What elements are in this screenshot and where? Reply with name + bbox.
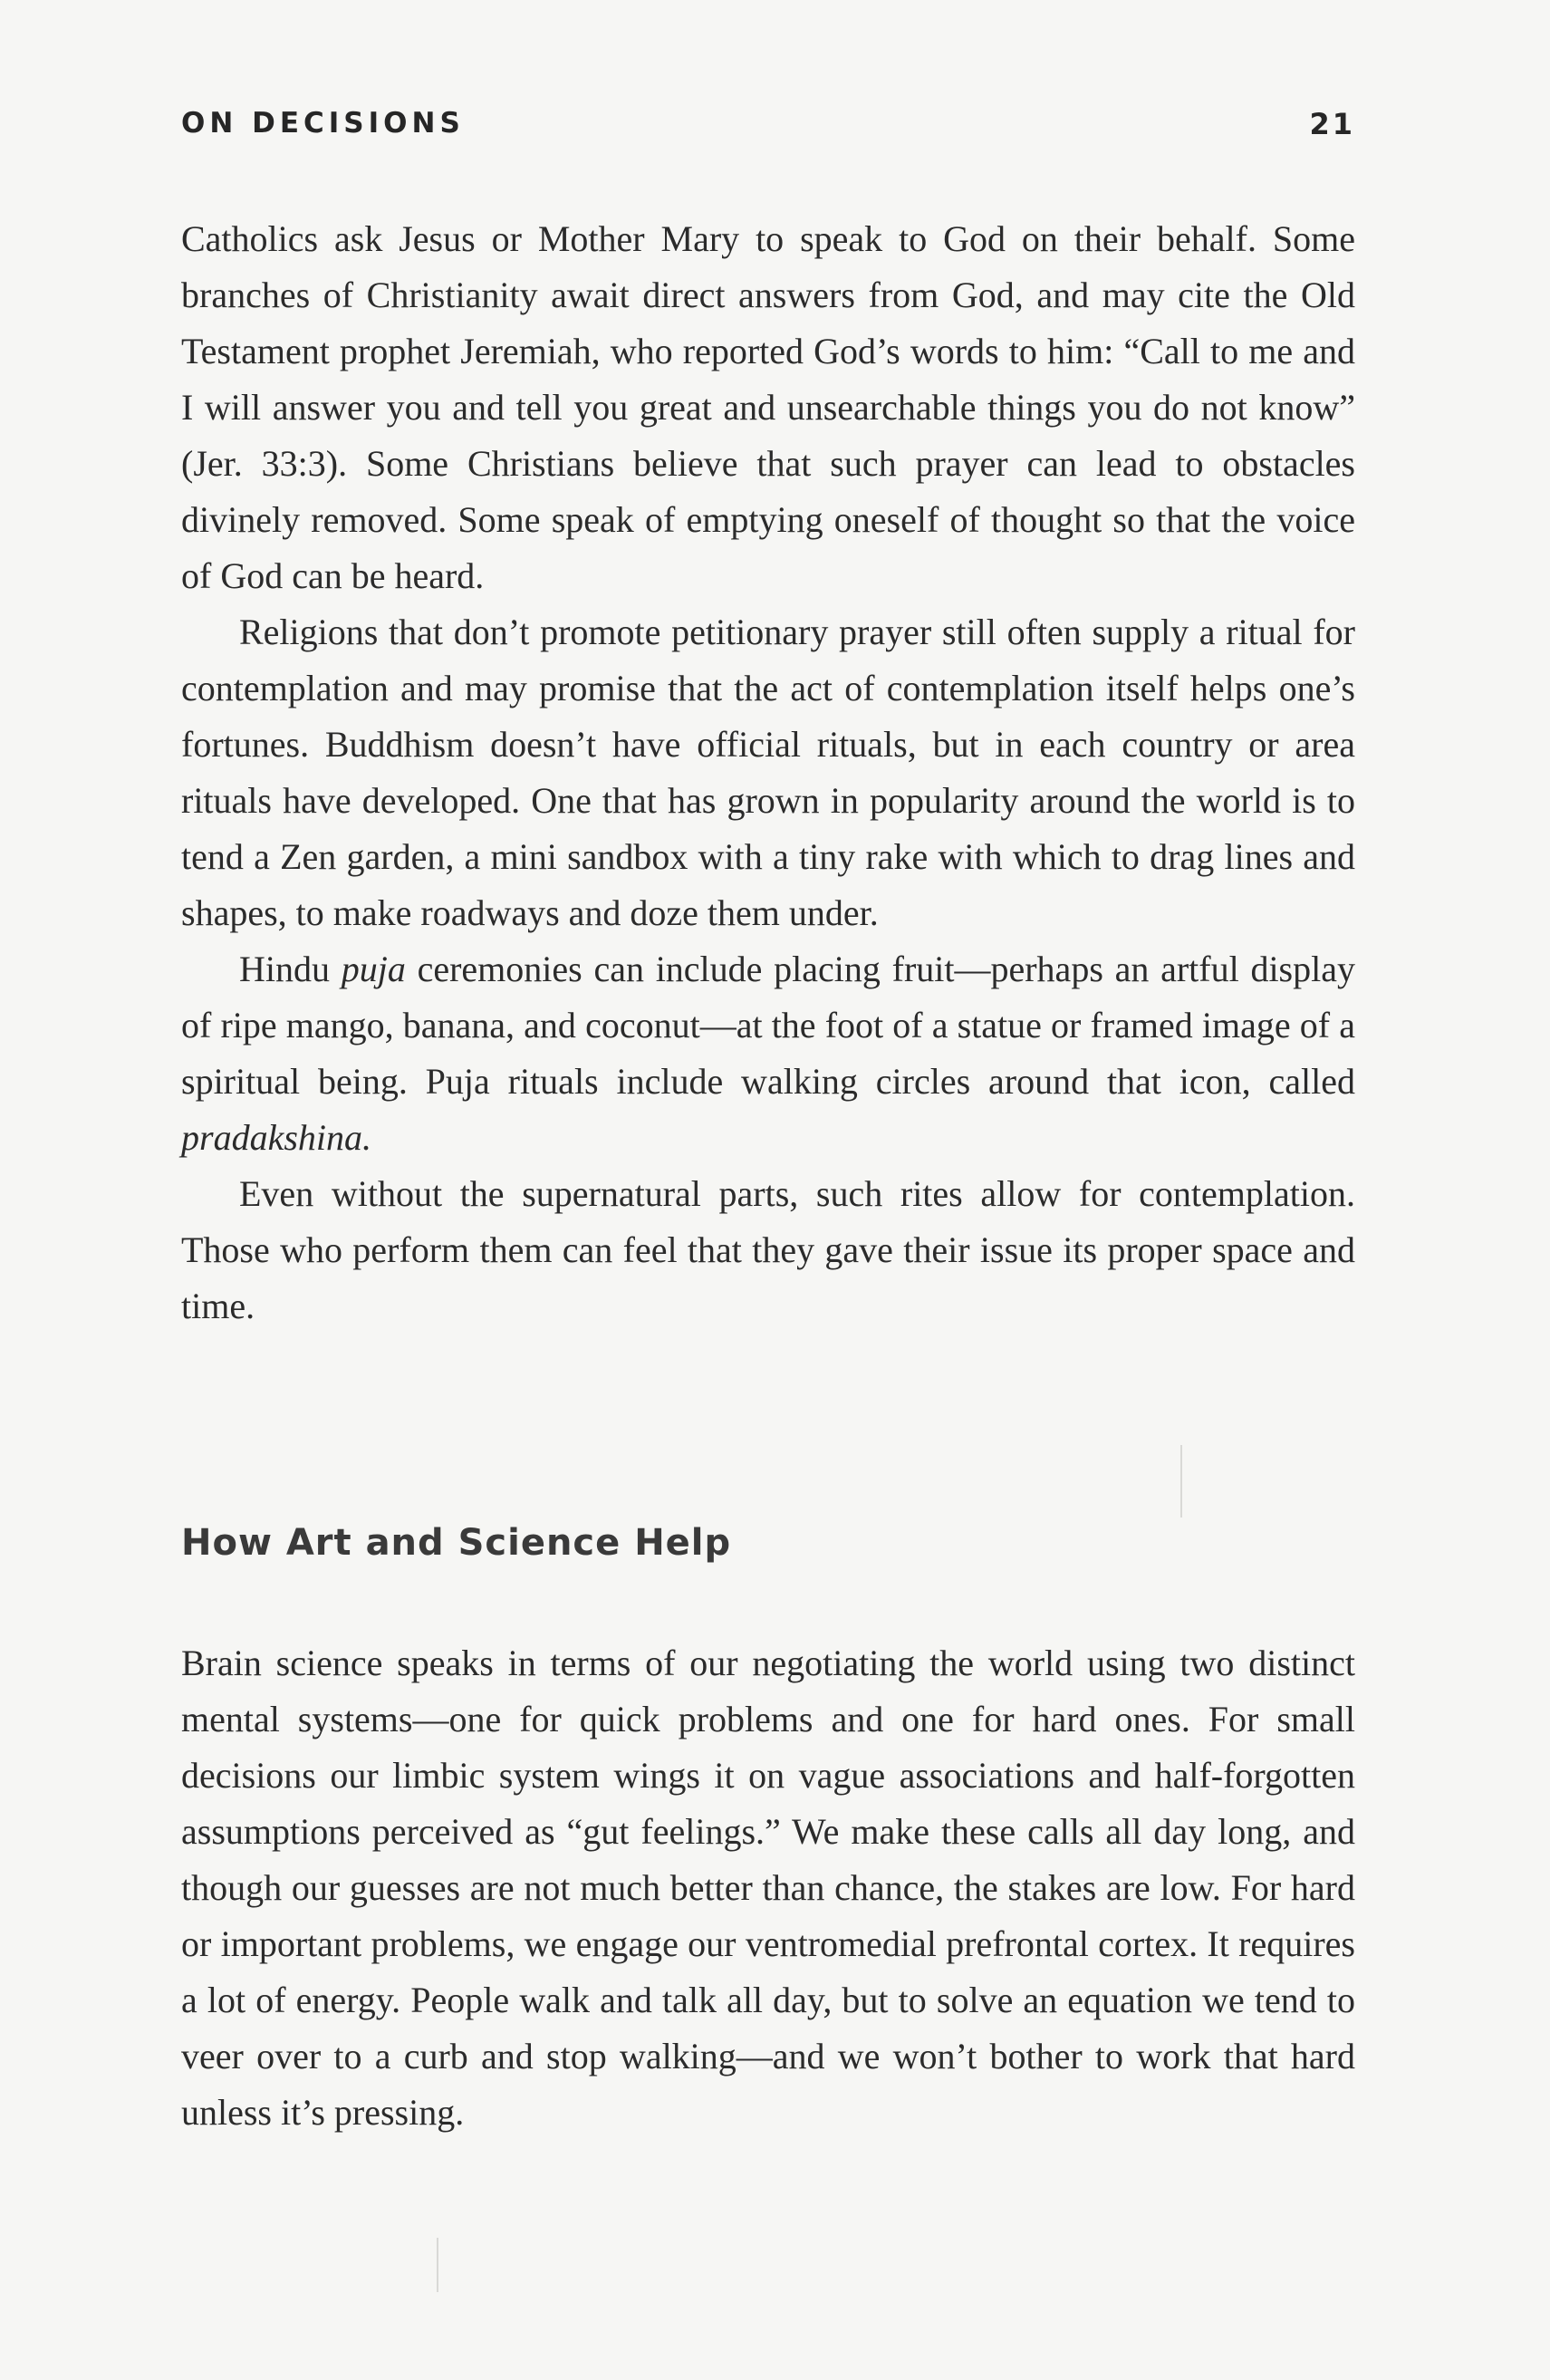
paragraph-catholics: Catholics ask Jesus or Mother Mary to speak to God on their behalf. Some branches of Christianity await direct answers from God, and may cite the Old Testament prophet Jeremiah, who reported God’s words to him: “Call to me and I will answer you and tell you great and unsearchable things you do not know” (Jer. 33:3). Some Christians believe that such prayer can lead to obstacles divinely removed. Some speak of emptying oneself of thought so that the voice of God can be heard. [181,218,1355,596]
scan-crease-mark [437,2238,438,2292]
paragraph-hindu-puja [181,941,1355,1166]
paragraph-brain-science: Brain science speaks in terms of our negotiating the world using two distinct mental systems—one for quick problems and one for hard ones. For small decisions our limbic system wings it on vague associations and half-forgotten assumptions perceived as “gut feelings.” We make these calls all day long, and though our guesses are not much better than chance, the stakes are low. For hard or important problems, we engage our ventromedial prefrontal cortex. It requires a lot of energy. People walk and talk all day, but to solve an equation we tend to veer over to a curb and stop walking—and we won’t bother to work that hard unless it’s pressing. [181,1643,1355,2133]
italic-term-pradakshina: pradakshina. [181,1117,371,1158]
italic-term-puja: puja [341,949,406,989]
paragraph-hindu-text-2: ceremonies can include placing fruit—perhaps an artful display of ripe mango, banana, and coconut—at the foot of a statue or framed image of a spiritual being. Puja rituals include walking circles around that icon, called [181,949,1355,1102]
paragraph-religions: Religions that don’t promote petitionary prayer still often supply a ritual for contemplation and may promise that the act of contemplation itself helps one’s fortunes. Buddhism doesn’t have official rituals, but in each country or area rituals have developed. One that has grown in popularity around the world is to tend a Zen garden, a mini sandbox with a tiny rake with which to drag lines and shapes, to make roadways and doze them under. [181,612,1355,933]
scan-crease-mark [1180,1445,1182,1518]
paragraph-hindu-text-1: Hindu [239,949,342,989]
body-text-section-2 [181,1635,1355,2141]
running-title: ON DECISIONS [181,107,465,140]
page-number: 21 [1309,107,1355,141]
section-heading: How Art and Science Help [181,1522,732,1564]
running-head [181,107,1355,152]
paragraph-even-without: Even without the supernatural parts, such rites allow for contemplation. Those who perform them can feel that they gave their issue its proper space and time. [181,1173,1355,1326]
body-text-section-1 [181,211,1355,1335]
